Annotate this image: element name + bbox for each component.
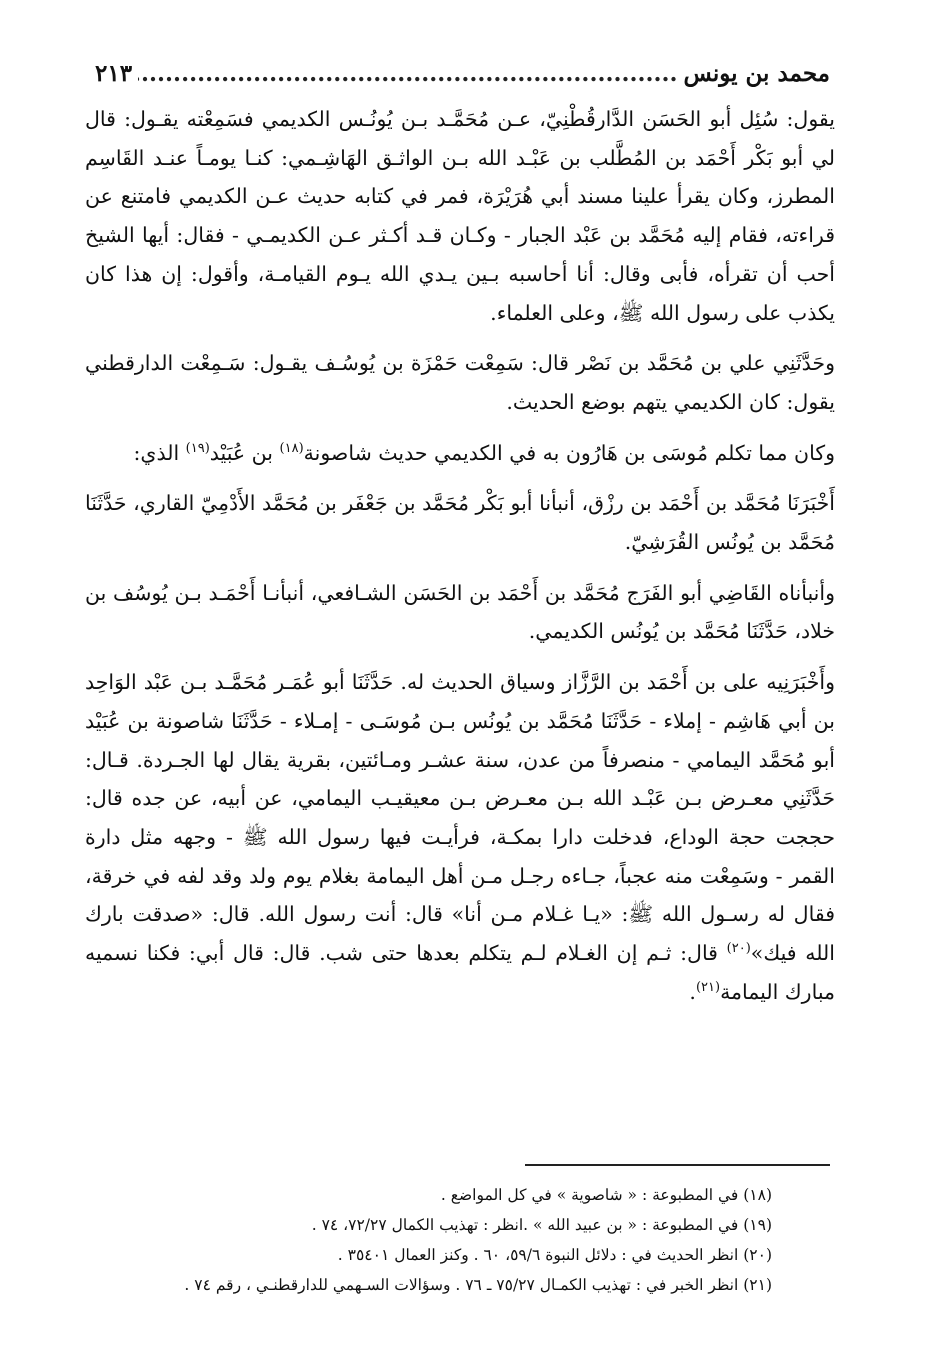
- paragraph: [85, 344, 835, 421]
- paragraph-text: بن عُبَيْد: [209, 440, 280, 465]
- paragraph-text: .: [689, 979, 696, 1004]
- paragraph-text: قال: ثـم إن الغـلام لـم يتكلم بعدها حتى شب. قال: قال أبي: فكنا نسميه مبارك اليمامة: [85, 941, 835, 1004]
- paragraph-text: وكان مما تكلم مُوسَى بن هَارُون به في الكديمي حديث شاصونة: [303, 440, 835, 465]
- footnote-separator: [525, 1164, 830, 1166]
- paragraph: [85, 100, 835, 332]
- paragraph: [85, 484, 835, 561]
- paragraph: [85, 663, 835, 1011]
- paragraph-text: الذي:: [133, 440, 186, 465]
- main-text: [85, 100, 835, 1011]
- footnote: (٢٠) انظر الحديث في : دلائل النبوة ٥٩/٦، ٦٠ . وكنز العمال ٣٥٤٠١ .: [337, 1246, 772, 1264]
- paragraph-text: وحَدَّثَنِي علي بن مُحَمَّد بن نَصْر قال: سَمِعْت حَمْزَة بن يُوسُـف يقـول: سَـمِعْت الدارقطني يقول: كان الكديمي يتهم بوضع الحديث.: [85, 351, 835, 414]
- running-title: محمد بن يونس: [683, 60, 830, 87]
- footnotes: [92, 1180, 772, 1300]
- footnote-marker[interactable]: (١٩): [185, 440, 210, 456]
- page-number: ٢١٣: [95, 60, 133, 87]
- footnote: (٢١) انظر الخبر في : تهذيب الكمـال ٧٥/٢٧ ـ ٧٦ . وسؤالات السـهمي للدارقطنـي ، رقم ٧٤ .: [184, 1276, 772, 1294]
- footnote-marker[interactable]: (١٨): [279, 440, 304, 456]
- paragraph-text: يقول: سُئِل أبو الحَسَن الدَّارقُطْنِيّ، عـن مُحَمَّـد بـن يُونُـس الكديمي فسَمِعْته يقـول: قال لي أبو بَكْر أَحْمَد بن المُطَّلب بن عَبْـد الله بـن الواثـق الهَاشِـمي: كنـا يومـاً عنـد القَاسِم المطرز، وكان يقرأ علينا مسند أبي هُرَيْرَة، فمر في كتابه حديث عـن الكديمي فامتنع عن قراءته، فقام إليه مُحَمَّد بن عَبْد الجبار - وكـان قـد أكـثر عـن الكديمـي - فقال: أيها الشيخ أحب أن تقرأه، فأبى وقال: أنا أحاسبه بـين يـدي الله يـوم القيامـة، وأقول: إن هذا كان يكذب على رسول الله ﷺ، وعلى العلماء.: [85, 107, 835, 325]
- paragraph: [85, 574, 835, 651]
- footnote: (١٨) في المطبوعة : « شاصوية » في كل المواضع .: [440, 1186, 772, 1204]
- paragraph-text: أَخْبَرَنَا مُحَمَّد بن أَحْمَد بن رزْق، أنبأنا أبو بَكْر مُحَمَّد بن جَعْفَر بن مُحَمَّد الأَدْمِيّ القاري، حَدَّثَنَا مُحَمَّد بن يُونُس القُرَشِيّ.: [85, 491, 835, 555]
- paragraph-text: وأَخْبَرَنِيه على بن أَحْمَد بن الرَّزَّاز وسياق الحديث له. حَدَّثَنَا أبو عُمَـر مُحَمَّـد بـن عَبْد الوَاحِد بن أبي هَاشِم - إملاء - حَدَّثَنَا مُحَمَّد بن يُونُس بـن مُوسَـى - إمـلاء - حَدَّثَنَا شاصونة بن عُبَيْد أبو مُحَمَّد اليمامي - منصرفاً من عدن، سنة عشـر ومـائتين، بقرية يقال لها الجـردة. قـال: حَدَّثَنِي معـرض بـن عَبْـد الله بـن معـرض بـن معيقيـب اليمامي، عن أبيه، عن جده قال: حججت حجة الوداع، فدخلت دارا بمكـة، فرأيـت فيها رسول الله ﷺ - وجهه مثل دارة القمر - وسَمِعْت منه عجباً، جـاءه رجـل مـن أهل اليمامة بغلام يوم ولد وقد لفه في خرقة، فقال له رسـول الله ﷺ: «يـا غـلام مـن أنا» قال: أنت رسول الله. قال: «صدقت بارك الله فيك»: [85, 670, 835, 966]
- leader-dots: [138, 60, 677, 87]
- footnote: (١٩) في المطبوعة : « بن عبيد الله » .انظر : تهذيب الكمال ٧٢/٢٧، ٧٤ .: [311, 1216, 772, 1234]
- paragraph-text: وأنبأناه القَاضِي أبو الفَرَج مُحَمَّد بن أَحْمَد بن الحَسَن الشـافعي، أنبأنـا أَحْمَـد بـن يُوسُف بن خلاد، حَدَّثَنَا مُحَمَّد بن يُونُس الكديمي.: [85, 580, 835, 644]
- paragraph: [85, 434, 835, 473]
- footnote-marker[interactable]: (٢١): [695, 979, 721, 995]
- running-header: [95, 60, 830, 87]
- footnote-marker[interactable]: (٢٠): [726, 941, 751, 957]
